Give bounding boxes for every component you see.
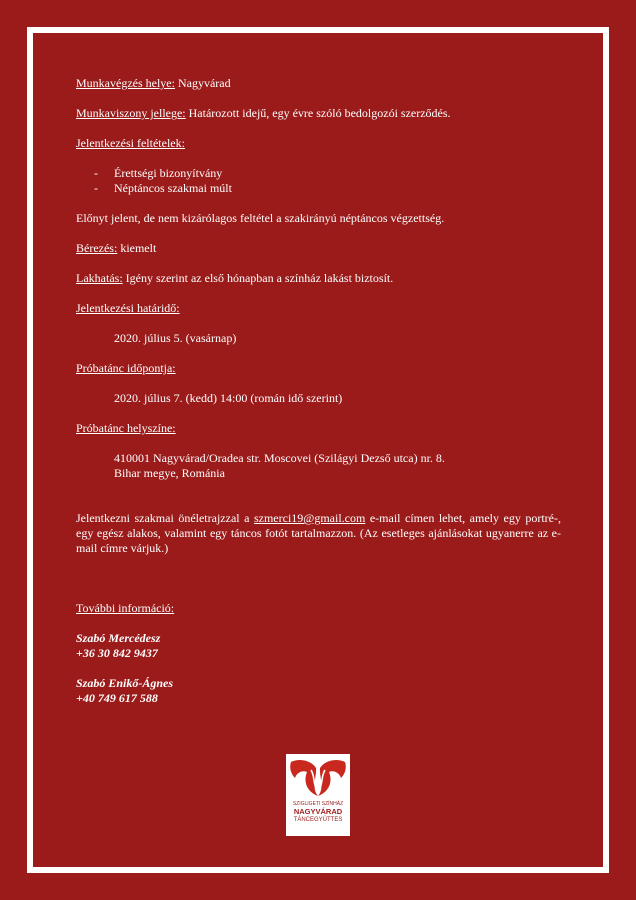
housing-label: Lakhatás:	[76, 271, 123, 285]
salary-line	[76, 241, 561, 256]
dance-ensemble-logo	[286, 754, 350, 836]
contact-name: Szabó Enikő-Ágnes	[76, 676, 174, 690]
salary-label: Bérezés:	[76, 241, 118, 255]
logo-line-2: NAGYVÁRAD	[293, 807, 343, 816]
contact-block	[76, 631, 561, 661]
contact-name: Szabó Mercédesz	[76, 631, 161, 645]
requirements-heading	[76, 136, 561, 151]
audition-place-heading	[76, 421, 561, 436]
list-item	[76, 181, 561, 196]
contact-phone: +40 749 617 588	[76, 691, 158, 705]
housing-line	[76, 271, 561, 286]
audition-place-label: Próbatánc helyszíne:	[76, 421, 176, 435]
address-line-2: Bihar megye, Románia	[114, 466, 225, 480]
requirement-text: Néptáncos szakmai múlt	[114, 181, 232, 195]
requirements-label: Jelentkezési feltételek:	[76, 136, 185, 150]
advantage-text: Előnyt jelent, de nem kizárólagos feltétel a szakirányú néptáncos végzettség.	[76, 211, 445, 225]
employment-line	[76, 106, 561, 121]
contact-block	[76, 676, 561, 706]
audition-time-value: 2020. július 7. (kedd) 14:00 (román idő szerint)	[114, 391, 343, 405]
list-dash: -	[94, 181, 98, 195]
deadline-value: 2020. július 5. (vasárnap)	[114, 331, 237, 345]
workplace-label: Munkavégzés helye:	[76, 76, 175, 90]
audition-time-label: Próbatánc időpontja:	[76, 361, 176, 375]
employment-label: Munkaviszony jellege:	[76, 106, 186, 120]
requirement-text: Érettségi bizonyítvány	[114, 166, 223, 180]
more-info-heading	[76, 601, 561, 616]
workplace-line	[76, 76, 561, 91]
housing-value: Igény szerint az első hónapban a színház lakást biztosít.	[122, 271, 394, 285]
more-info-label: További információ:	[76, 601, 175, 615]
list-dash: -	[94, 166, 98, 180]
salary-value: kiemelt	[117, 241, 157, 255]
requirements-list	[76, 166, 561, 196]
list-item	[76, 166, 561, 181]
logo-text	[289, 800, 347, 824]
audition-time-heading	[76, 361, 561, 376]
workplace-value: Nagyvárad	[174, 76, 231, 90]
deadline-heading	[76, 301, 561, 316]
logo-line-3: TÁNCEGYÜTTES	[293, 817, 343, 823]
job-posting-content	[76, 76, 561, 706]
apply-text-before: Jelentkezni szakmai önéletrajzzal a	[76, 511, 254, 525]
contact-phone: +36 30 842 9437	[76, 646, 158, 660]
apply-text-after: e-mail címen lehet, amely egy portré-, egy egész alakos, valamint egy táncos fotót tartalmazzon. (Az esetleges ajánlásokat ugyanerre az e-mail címre várjuk.)	[76, 511, 561, 555]
audition-place-address	[76, 451, 561, 481]
logo-emblem-icon	[289, 758, 347, 798]
application-instructions	[76, 511, 561, 556]
employment-value: Határozott idejű, egy évre szóló bedolgozói szerződés.	[185, 106, 451, 120]
deadline-label: Jelentkezési határidő:	[76, 301, 180, 315]
email-link[interactable]: szmerci19@gmail.com	[253, 511, 366, 525]
address-line-1: 410001 Nagyvárad/Oradea str. Moscovei (Szilágyi Dezső utca) nr. 8.	[114, 451, 445, 465]
logo-line-1: SZIGLIGETI SZÍNHÁZ	[292, 801, 344, 807]
